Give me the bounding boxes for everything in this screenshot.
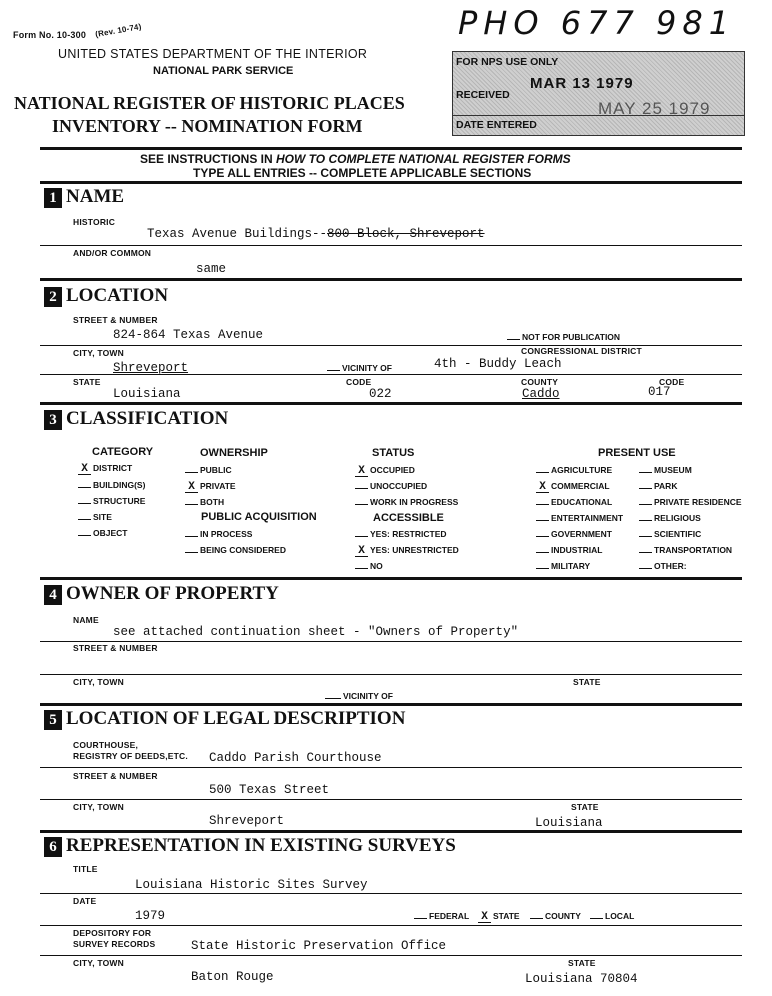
category-option[interactable]: SITE bbox=[78, 512, 112, 522]
received-date-stamp: MAR 13 1979 bbox=[530, 75, 634, 92]
nps-divider bbox=[452, 115, 745, 116]
ownership-heading: OWNERSHIP bbox=[200, 447, 268, 459]
section-4-heading: 4 OWNER OF PROPERTY bbox=[44, 583, 279, 605]
city-town-label: CITY, TOWN bbox=[73, 348, 124, 358]
courthouse-value: Caddo Parish Courthouse bbox=[209, 751, 382, 765]
acquisition-option[interactable]: BEING CONSIDERED bbox=[185, 545, 286, 555]
section-6-heading: 6 REPRESENTATION IN EXISTING SURVEYS bbox=[44, 835, 456, 857]
federal-option[interactable]: FEDERAL bbox=[414, 911, 469, 921]
form-title-line2: INVENTORY -- NOMINATION FORM bbox=[52, 116, 363, 136]
section-1-heading: 1 NAME bbox=[44, 186, 124, 208]
form-title-line1: NATIONAL REGISTER OF HISTORIC PLACES bbox=[14, 93, 405, 113]
county-value: Caddo bbox=[522, 387, 560, 401]
ownership-option[interactable]: PUBLIC bbox=[185, 465, 232, 475]
received-label: RECEIVED bbox=[456, 89, 510, 101]
present-use-option[interactable]: GOVERNMENT bbox=[536, 529, 612, 539]
present-use-option[interactable]: MILITARY bbox=[536, 561, 590, 571]
depository-label-line1: DEPOSITORY FOR bbox=[73, 928, 152, 938]
state-code-value: 022 bbox=[369, 387, 392, 401]
section-5-heading: 5 LOCATION OF LEGAL DESCRIPTION bbox=[44, 708, 405, 730]
legal-city-label: CITY, TOWN bbox=[73, 802, 124, 812]
congressional-district-value: 4th - Buddy Leach bbox=[434, 357, 562, 371]
present-use-option[interactable]: TRANSPORTATION bbox=[639, 545, 732, 555]
department-name: UNITED STATES DEPARTMENT OF THE INTERIOR bbox=[58, 47, 368, 61]
category-option[interactable]: OBJECT bbox=[78, 528, 127, 538]
county-label: COUNTY bbox=[521, 377, 559, 387]
service-name: NATIONAL PARK SERVICE bbox=[153, 65, 294, 77]
owner-name-label: NAME bbox=[73, 615, 99, 625]
street-value: 824-864 Texas Avenue bbox=[113, 328, 264, 342]
county-code-value: 017 bbox=[648, 385, 671, 399]
historic-name-value: Texas Avenue Buildings--800 Block, Shreveport bbox=[147, 227, 485, 241]
state-survey-option[interactable]: X STATE bbox=[478, 911, 520, 923]
date-entered-label: DATE ENTERED bbox=[456, 119, 537, 131]
form-revision: (Rev. 10-74) bbox=[94, 22, 143, 39]
present-use-option[interactable]: X COMMERCIAL bbox=[536, 481, 610, 493]
local-option[interactable]: LOCAL bbox=[590, 911, 634, 921]
category-option[interactable]: STRUCTURE bbox=[78, 496, 145, 506]
category-option[interactable]: BUILDING(S) bbox=[78, 480, 145, 490]
city-value: Shreveport bbox=[113, 361, 189, 375]
accessible-heading: ACCESSIBLE bbox=[373, 512, 444, 524]
ownership-option[interactable]: BOTH bbox=[185, 497, 224, 507]
survey-date-label: DATE bbox=[73, 896, 97, 906]
date-entered-stamp: MAY 25 1979 bbox=[598, 99, 711, 118]
legal-state-value: Louisiana bbox=[535, 816, 603, 830]
county-code-label: CODE bbox=[659, 377, 685, 387]
survey-title-value: Louisiana Historic Sites Survey bbox=[135, 878, 368, 892]
ownership-option[interactable]: X PRIVATE bbox=[185, 481, 236, 493]
not-for-publication-option[interactable]: NOT FOR PUBLICATION bbox=[507, 332, 620, 342]
legal-state-label: STATE bbox=[571, 802, 599, 812]
present-use-option[interactable]: SCIENTIFIC bbox=[639, 529, 701, 539]
present-use-heading: PRESENT USE bbox=[598, 447, 676, 459]
nps-use-label: FOR NPS USE ONLY bbox=[456, 56, 559, 68]
instructions-rule bbox=[40, 181, 742, 184]
public-acquisition-heading: PUBLIC ACQUISITION bbox=[201, 511, 317, 523]
common-name-label: AND/OR COMMON bbox=[73, 248, 152, 258]
depository-city-value: Baton Rouge bbox=[191, 970, 274, 984]
present-use-option[interactable]: AGRICULTURE bbox=[536, 465, 612, 475]
present-use-option[interactable]: ENTERTAINMENT bbox=[536, 513, 623, 523]
owner-city-label: CITY, TOWN bbox=[73, 677, 124, 687]
section-3-heading: 3 CLASSIFICATION bbox=[44, 408, 228, 430]
legal-street-value: 500 Texas Street bbox=[209, 783, 330, 797]
congressional-district-label: CONGRESSIONAL DISTRICT bbox=[521, 346, 642, 356]
survey-title-label: TITLE bbox=[73, 864, 98, 874]
status-option[interactable]: X OCCUPIED bbox=[355, 465, 415, 477]
street-number-label: STREET & NUMBER bbox=[73, 315, 158, 325]
legal-street-label: STREET & NUMBER bbox=[73, 771, 158, 781]
category-option[interactable]: X DISTRICT bbox=[78, 463, 132, 475]
vicinity-option[interactable]: VICINITY OF bbox=[327, 363, 392, 373]
owner-vicinity-option[interactable]: VICINITY OF bbox=[325, 691, 393, 701]
registry-label: REGISTRY OF DEEDS,ETC. bbox=[73, 751, 188, 761]
handwritten-reference-number: PHO 677 981 bbox=[458, 4, 736, 42]
status-heading: STATUS bbox=[372, 447, 415, 459]
state-label: STATE bbox=[73, 377, 101, 387]
accessible-option[interactable]: X YES: UNRESTRICTED bbox=[355, 545, 459, 557]
present-use-option[interactable]: INDUSTRIAL bbox=[536, 545, 602, 555]
survey-date-value: 1979 bbox=[135, 909, 166, 923]
category-heading: CATEGORY bbox=[92, 446, 154, 458]
header-rule bbox=[40, 147, 742, 150]
present-use-option[interactable]: PRIVATE RESIDENCE bbox=[639, 497, 742, 507]
instructions-line1: SEE INSTRUCTIONS IN HOW TO COMPLETE NATIONAL REGISTER FORMS bbox=[140, 152, 571, 166]
historic-label: HISTORIC bbox=[73, 217, 116, 227]
accessible-option[interactable]: YES: RESTRICTED bbox=[355, 529, 447, 539]
present-use-option[interactable]: MUSEUM bbox=[639, 465, 692, 475]
depository-label-line2: SURVEY RECORDS bbox=[73, 939, 156, 949]
present-use-option[interactable]: OTHER: bbox=[639, 561, 687, 571]
state-value: Louisiana bbox=[113, 387, 181, 401]
owner-street-label: STREET & NUMBER bbox=[73, 643, 158, 653]
present-use-option[interactable]: PARK bbox=[639, 481, 677, 491]
present-use-option[interactable]: EDUCATIONAL bbox=[536, 497, 612, 507]
instructions-line2: TYPE ALL ENTRIES -- COMPLETE APPLICABLE SECTIONS bbox=[193, 166, 532, 180]
depository-value: State Historic Preservation Office bbox=[191, 939, 447, 953]
owner-name-value: see attached continuation sheet - "Owners of Property" bbox=[113, 625, 519, 639]
depository-city-label: CITY, TOWN bbox=[73, 958, 124, 968]
state-code-label: CODE bbox=[346, 377, 372, 387]
status-option[interactable]: WORK IN PROGRESS bbox=[355, 497, 458, 507]
present-use-option[interactable]: RELIGIOUS bbox=[639, 513, 701, 523]
legal-city-value: Shreveport bbox=[209, 814, 285, 828]
courthouse-label: COURTHOUSE, bbox=[73, 740, 139, 750]
county-option[interactable]: COUNTY bbox=[530, 911, 581, 921]
status-option[interactable]: UNOCCUPIED bbox=[355, 481, 427, 491]
accessible-option[interactable]: NO bbox=[355, 561, 383, 571]
depository-state-label: STATE bbox=[568, 958, 596, 968]
form-number: Form No. 10-300 bbox=[13, 30, 87, 40]
acquisition-option[interactable]: IN PROCESS bbox=[185, 529, 252, 539]
common-name-value: same bbox=[196, 262, 227, 276]
section-2-heading: 2 LOCATION bbox=[44, 285, 168, 307]
depository-state-value: Louisiana 70804 bbox=[525, 972, 638, 986]
owner-state-label: STATE bbox=[573, 677, 601, 687]
